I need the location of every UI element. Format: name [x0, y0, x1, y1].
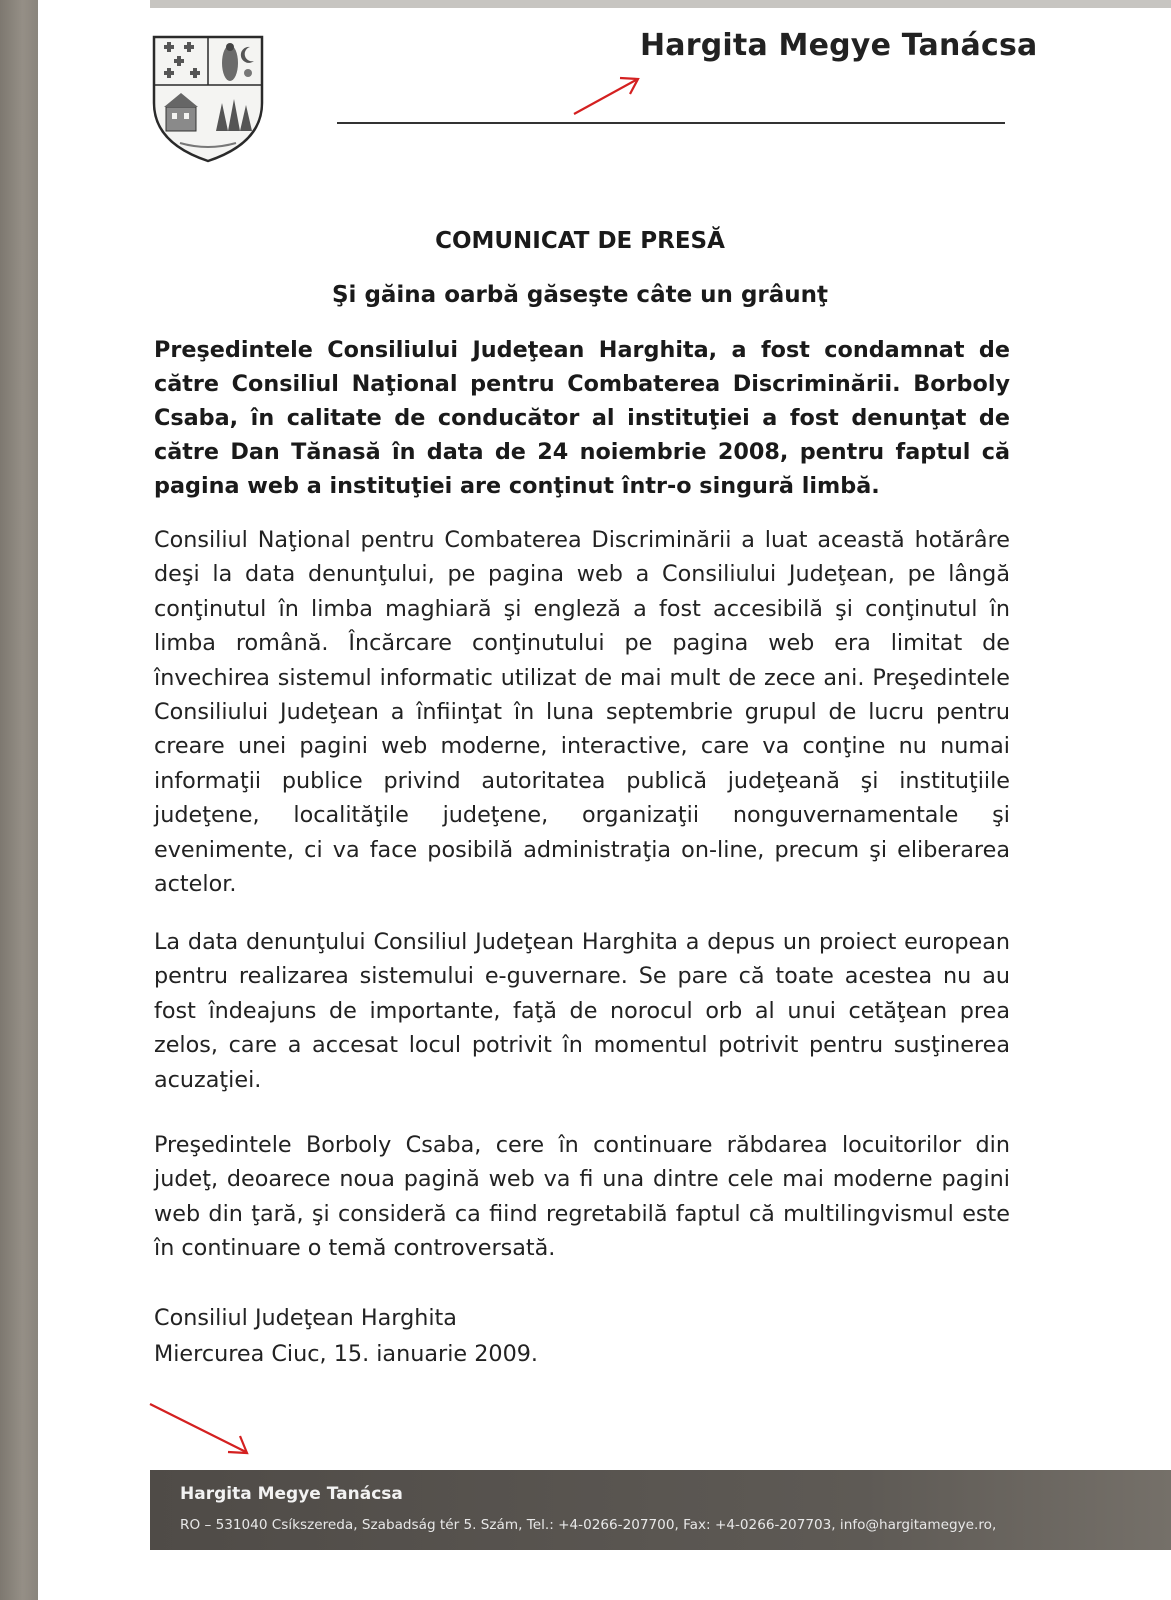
body-paragraph: Consiliul Naţional pentru Combaterea Discriminării a luat această hotărâre deşi la data denunţului, pe pagina web a Consiliului Judeţean, pe lângă conţinutul în limba maghiară şi engleză a fost accesibilă şi conţinutul în limba română. Încărcare conţinutului pe pagina web era limitat de învechirea sistemul informatic utilizat de mai mult de zece ani. Preşedintele Consiliului Judeţean a înfiinţat în luna septembrie grupul de lucru pentru creare unei pagini web moderne, interactive, care va conţine nu numai informaţii publice privind autoritatea publică judeţeană şi instituţiile judeţene, localităţile judeţene, organizaţii nonguvernamentale şi evenimente, ci va face posibilă administraţia on-line, precum şi eliberarea actelor.	[154, 527, 1010, 898]
coat-of-arms-icon	[150, 33, 266, 165]
left-margin-band	[0, 0, 38, 1600]
signature-block	[154, 1300, 754, 1372]
document-title: Şi găina oarbă găseşte câte un grâunţ	[331, 282, 829, 308]
body-paragraph: Preşedintele Borboly Csaba, cere în continuare răbdarea locuitorilor din judeţ, deoarece noua pagină web va fi una dintre cele mai moderne pagini web din ţară, şi consideră ca fiind regretabilă faptul că multilingvismul este în continuare o temă controversată.	[154, 1132, 1010, 1262]
red-annotation-arrow-icon	[570, 72, 646, 118]
footer-organization-name: Hargita Megye Tanácsa	[180, 1484, 403, 1504]
signature-institution: Consiliul Judeţean Harghita	[154, 1305, 457, 1331]
lead-paragraph: Preşedintele Consiliului Judeţean Harghita, a fost condamnat de către Consiliul Naţional pentru Combaterea Discriminării. Borboly Csaba, în calitate de conducător al instituţiei a fost denunţat de către Dan Tănasă în data de 24 noiembrie 2008, pentru faptul că pagina web a instituţiei are conţinut într-o singură limbă.	[154, 337, 1010, 499]
document-kind: COMUNICAT DE PRESĂ	[435, 228, 725, 254]
header-divider	[337, 122, 1005, 124]
header-organization-name: Hargita Megye Tanácsa	[640, 28, 1038, 63]
body-paragraph: La data denunţului Consiliul Judeţean Harghita a depus un proiect european pentru realizarea sistemului e-guvernare. Se pare că toate acestea nu au fost îndeajuns de importante, faţă de norocul orb al unui cetăţean prea zelos, care a accesat locul potrivit în momentul potrivit pentru susţinerea acuzaţiei.	[154, 929, 1010, 1093]
signature-place-date: Miercurea Ciuc, 15. ianuarie 2009.	[154, 1341, 539, 1367]
top-edge-band	[150, 0, 1171, 8]
footer-band	[150, 1470, 1171, 1550]
red-annotation-arrow-icon	[148, 1400, 254, 1458]
footer-address: RO – 531040 Csíkszereda, Szabadság tér 5. Szám, Tel.: +4-0266-207700, Fax: +4-0266-207703, info@hargitamegye.ro,	[180, 1517, 997, 1533]
